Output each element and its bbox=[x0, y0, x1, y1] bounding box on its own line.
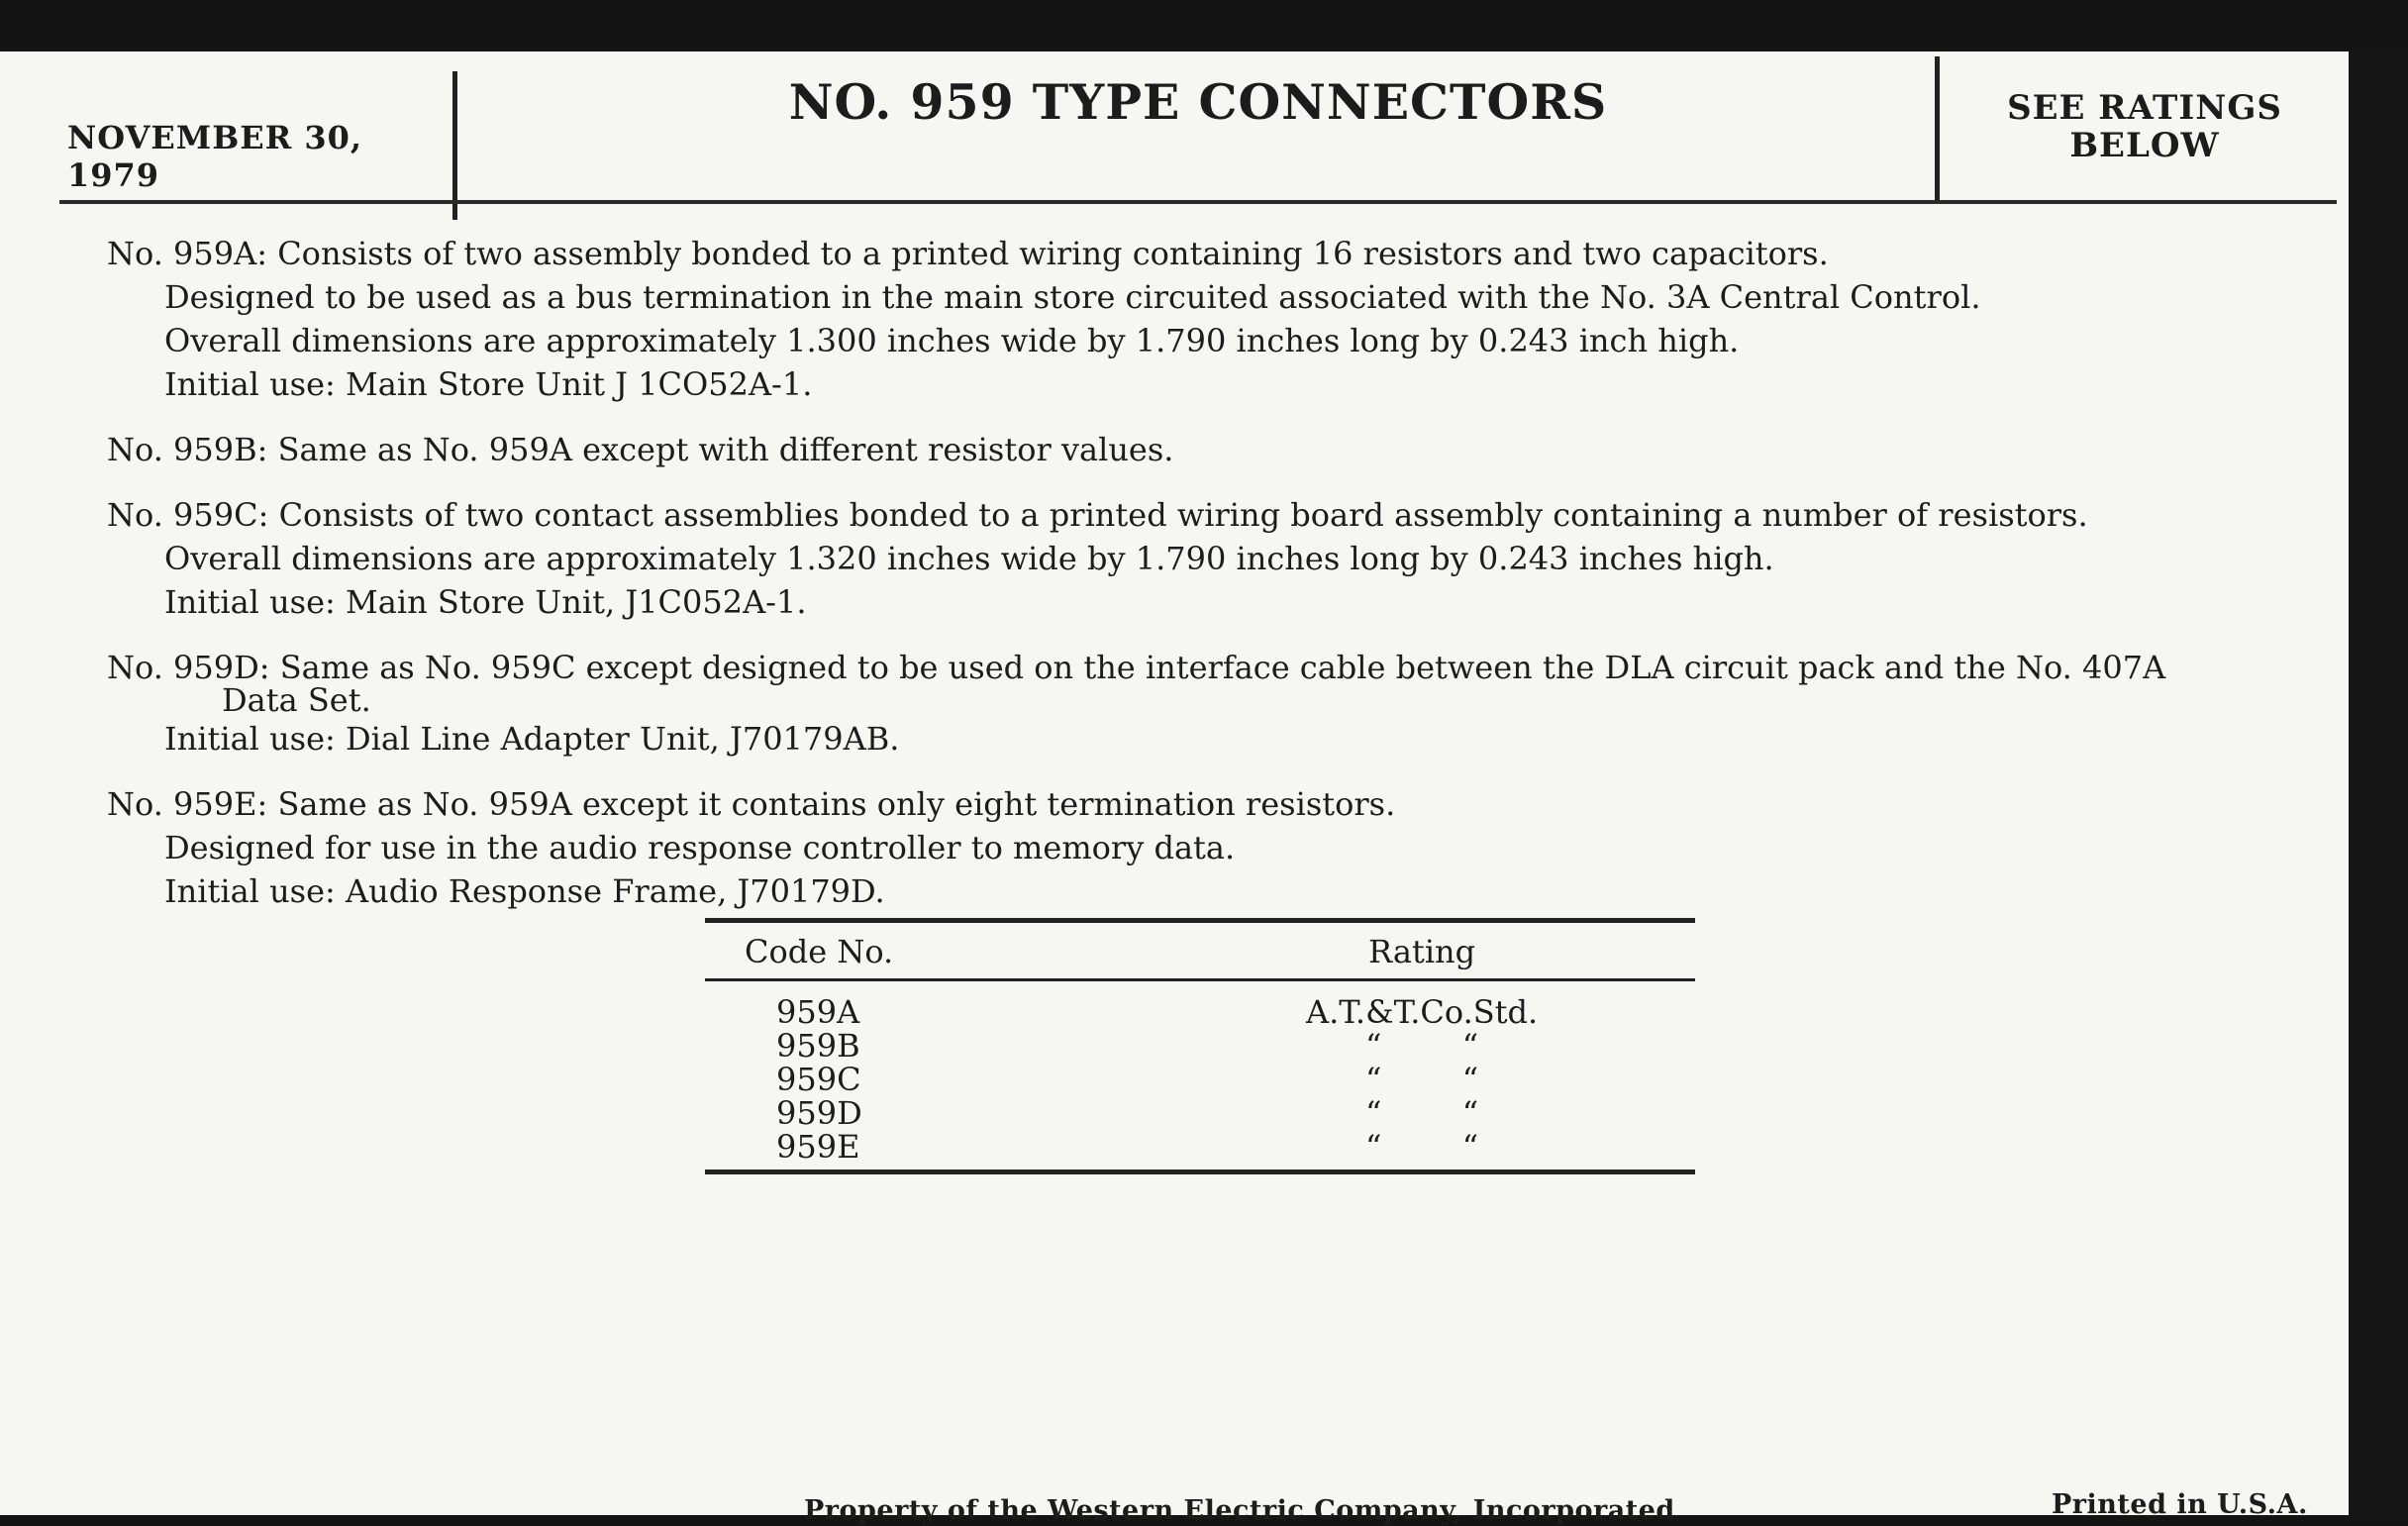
rating-cell: “ “ bbox=[1365, 1128, 1479, 1166]
ratings-table bbox=[705, 918, 1695, 1174]
table-row bbox=[705, 1029, 1695, 1063]
entry-959a bbox=[107, 232, 2315, 406]
table-row bbox=[705, 980, 1695, 1030]
entry-959d bbox=[107, 646, 2315, 761]
code-cell: 959D bbox=[776, 1094, 862, 1132]
entry-959c bbox=[107, 493, 2315, 624]
description-body bbox=[107, 232, 2315, 935]
header-divider-left bbox=[452, 71, 457, 220]
entry-line: No. 959D: Same as No. 959C except designed to be used on the interface cable between the DLA circuit pack and the No. 407A bbox=[107, 649, 2166, 686]
rating-cell: “ “ bbox=[1365, 1027, 1479, 1065]
scan-border bbox=[2349, 51, 2408, 1515]
column-header-code: Code No. bbox=[705, 921, 1149, 980]
entry-line: Data Set. bbox=[222, 681, 371, 719]
code-cell: 959E bbox=[776, 1128, 860, 1166]
issue-date: NOVEMBER 30, 1979 bbox=[67, 119, 363, 194]
entry-line: Designed for use in the audio response controller to memory data. bbox=[164, 829, 1236, 866]
header-divider-right bbox=[1935, 56, 1940, 201]
entry-line: No. 959E: Same as No. 959A except it contains only eight termination resistors. bbox=[107, 785, 1396, 823]
rating-cell: “ “ bbox=[1365, 1094, 1479, 1132]
entry-line: No. 959A: Consists of two assembly bonded to a printed wiring containing 16 resistors and two capacitors. bbox=[107, 235, 1829, 272]
ratings-note-line1: SEE RATINGS bbox=[2007, 88, 2282, 128]
printed-notice: Printed in U.S.A. bbox=[2052, 1489, 2308, 1520]
ratings-note bbox=[1947, 89, 2343, 164]
column-header-rating: Rating bbox=[1149, 921, 1695, 980]
table-row bbox=[705, 1096, 1695, 1130]
rating-cell: “ “ bbox=[1365, 1061, 1479, 1098]
entry-line: Overall dimensions are approximately 1.300 inches wide by 1.790 inches long by 0.243 inch high. bbox=[164, 322, 1740, 359]
header-rule bbox=[59, 200, 2337, 204]
entry-line: Overall dimensions are approximately 1.320 inches wide by 1.790 inches long by 0.243 inches high. bbox=[164, 540, 1774, 577]
property-notice: Property of the Western Electric Company, Incorporated bbox=[804, 1495, 1675, 1526]
code-cell: 959C bbox=[776, 1061, 861, 1098]
document-card bbox=[0, 51, 2349, 1526]
entry-line: No. 959C: Consists of two contact assemblies bonded to a printed wiring board assembly containing a number of resistors. bbox=[107, 496, 2088, 534]
entry-line: Designed to be used as a bus termination in the main store circuited associated with the No. 3A Central Control. bbox=[164, 278, 1981, 316]
entry-959e bbox=[107, 782, 2315, 913]
entry-line: Initial use: Audio Response Frame, J70179D. bbox=[164, 872, 885, 910]
code-cell: 959A bbox=[776, 993, 860, 1031]
entry-line: Initial use: Main Store Unit J 1CO52A-1. bbox=[164, 365, 813, 403]
code-cell: 959B bbox=[776, 1027, 860, 1065]
table-row bbox=[705, 1130, 1695, 1172]
table-header-row bbox=[705, 921, 1695, 980]
ratings-note-line2: BELOW bbox=[2069, 126, 2220, 165]
page-title: NO. 959 TYPE CONNECTORS bbox=[788, 73, 1608, 131]
entry-line: Initial use: Main Store Unit, J1C052A-1. bbox=[164, 583, 807, 621]
table-row bbox=[705, 1063, 1695, 1096]
entry-line: Initial use: Dial Line Adapter Unit, J70179AB. bbox=[164, 720, 900, 758]
entry-line: No. 959B: Same as No. 959A except with different resistor values. bbox=[107, 431, 1174, 468]
entry-959b bbox=[107, 428, 2315, 471]
rating-cell: A.T.&T.Co.Std. bbox=[1306, 993, 1539, 1031]
